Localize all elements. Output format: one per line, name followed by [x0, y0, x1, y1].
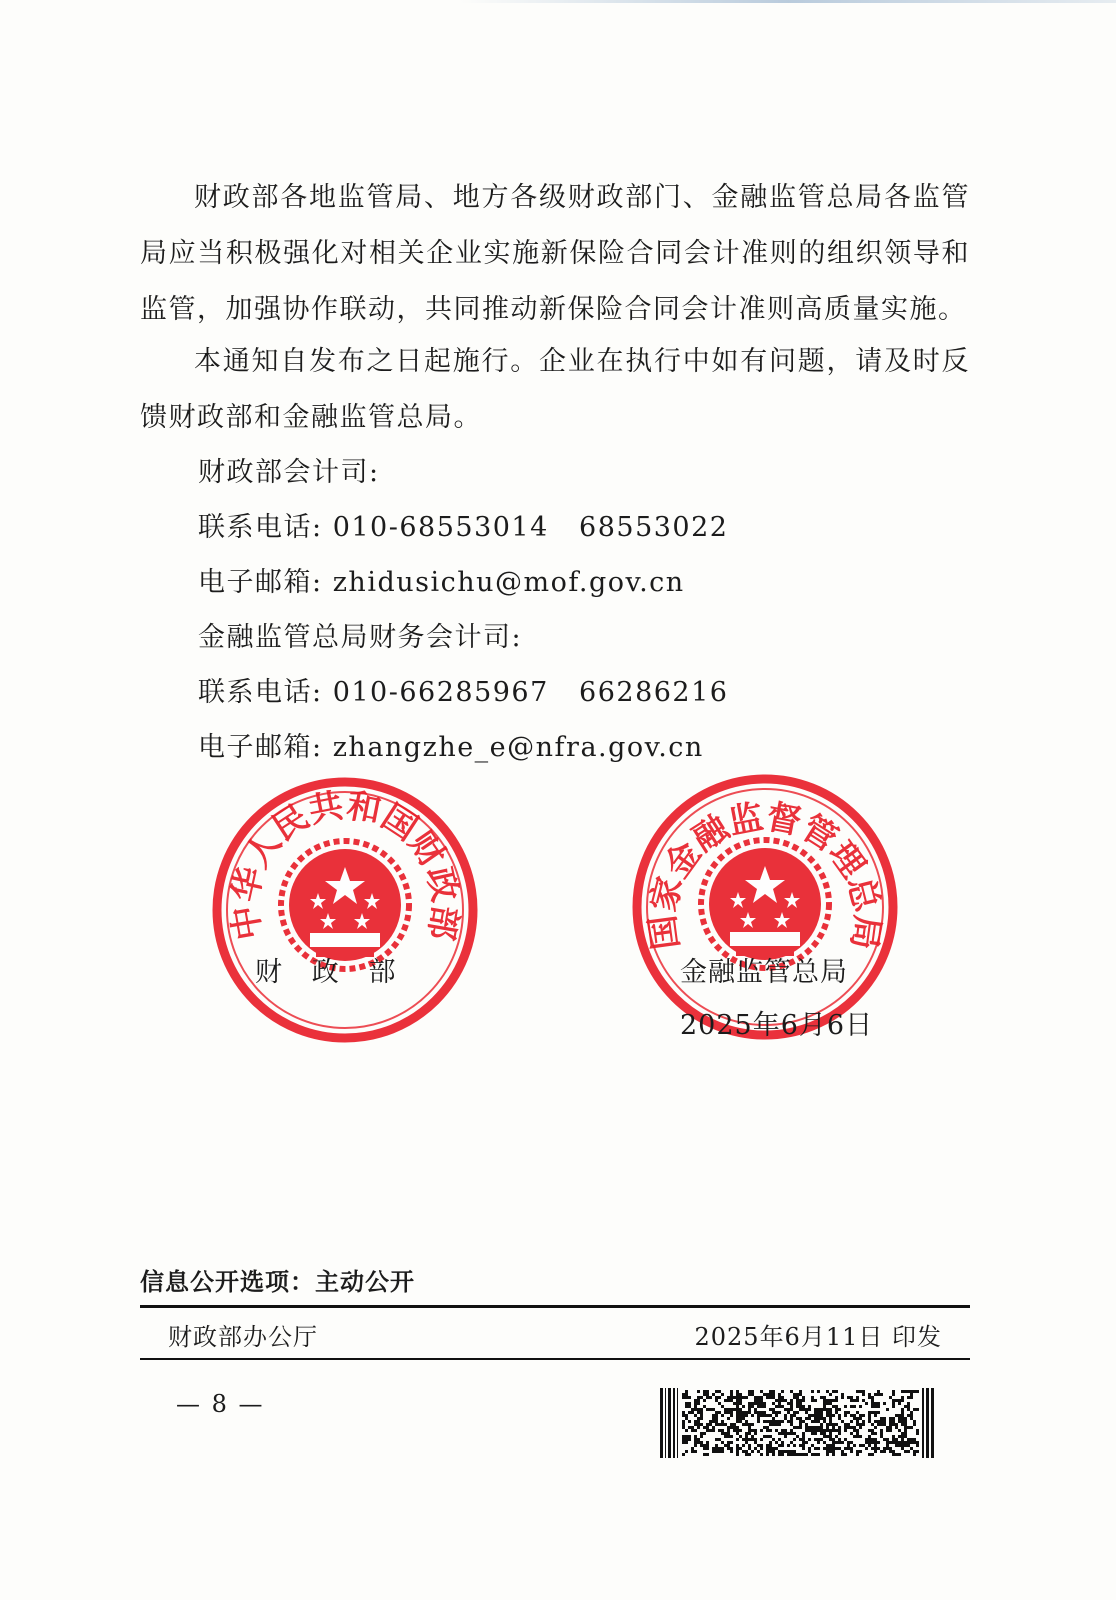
mof-phone-numbers: 010-68553014 68553022	[332, 512, 729, 543]
mof-signatory: 财 政 部	[255, 957, 397, 988]
nfra-email-line	[198, 720, 704, 776]
mof-email-label: 电子邮箱:	[198, 567, 323, 598]
nfra-contact-title: 金融监管总局财务会计司:	[198, 622, 523, 653]
nfra-phone-line	[198, 665, 728, 721]
nfra-phone-label: 联系电话:	[198, 677, 323, 708]
mof-email-line	[198, 555, 685, 611]
issuing-office: 财政部办公厅	[168, 1323, 318, 1351]
body-paragraph-1: 财政部各地监管局、地方各级财政部门、金融监管总局各监管局应当积极强化对相关企业实施新保险合同会计准则的组织领导和监管，加强协作联动，共同推动新保险合同会计准则高质量实施。	[140, 182, 970, 325]
national-emblem-icon	[701, 840, 829, 968]
mof-contact-title: 财政部会计司:	[198, 457, 380, 488]
nfra-seal	[630, 772, 900, 1042]
disclosure-option: 信息公开选项：主动公开	[140, 1268, 415, 1296]
footer-rule-top	[140, 1305, 970, 1308]
sign-date: 2025年6月6日	[680, 1010, 874, 1041]
document-barcode-icon	[660, 1388, 934, 1458]
top-scan-edge	[460, 0, 1116, 3]
nfra-phone-numbers: 010-66285967 66286216	[332, 677, 729, 708]
nfra-seal-text: 国家金融监督管理总局	[642, 796, 888, 952]
mof-seal	[210, 775, 480, 1045]
mof-seal-text: 中华人民共和国财政部	[224, 785, 466, 943]
page-number: — 8 —	[176, 1390, 265, 1418]
nfra-email-label: 电子邮箱:	[198, 732, 323, 763]
nfra-signatory: 金融监管总局	[680, 957, 848, 988]
mof-phone-label: 联系电话:	[198, 512, 323, 543]
issue-date: 2025年6月11日 印发	[694, 1323, 942, 1351]
mof-email: zhidusichu@mof.gov.cn	[332, 567, 685, 598]
footer-rule-bottom	[140, 1358, 970, 1360]
nfra-email: zhangzhe_e@nfra.gov.cn	[332, 732, 704, 763]
body-paragraph-2: 本通知自发布之日起施行。企业在执行中如有问题，请及时反馈财政部和金融监管总局。	[140, 346, 970, 433]
mof-phone-line	[198, 500, 728, 556]
